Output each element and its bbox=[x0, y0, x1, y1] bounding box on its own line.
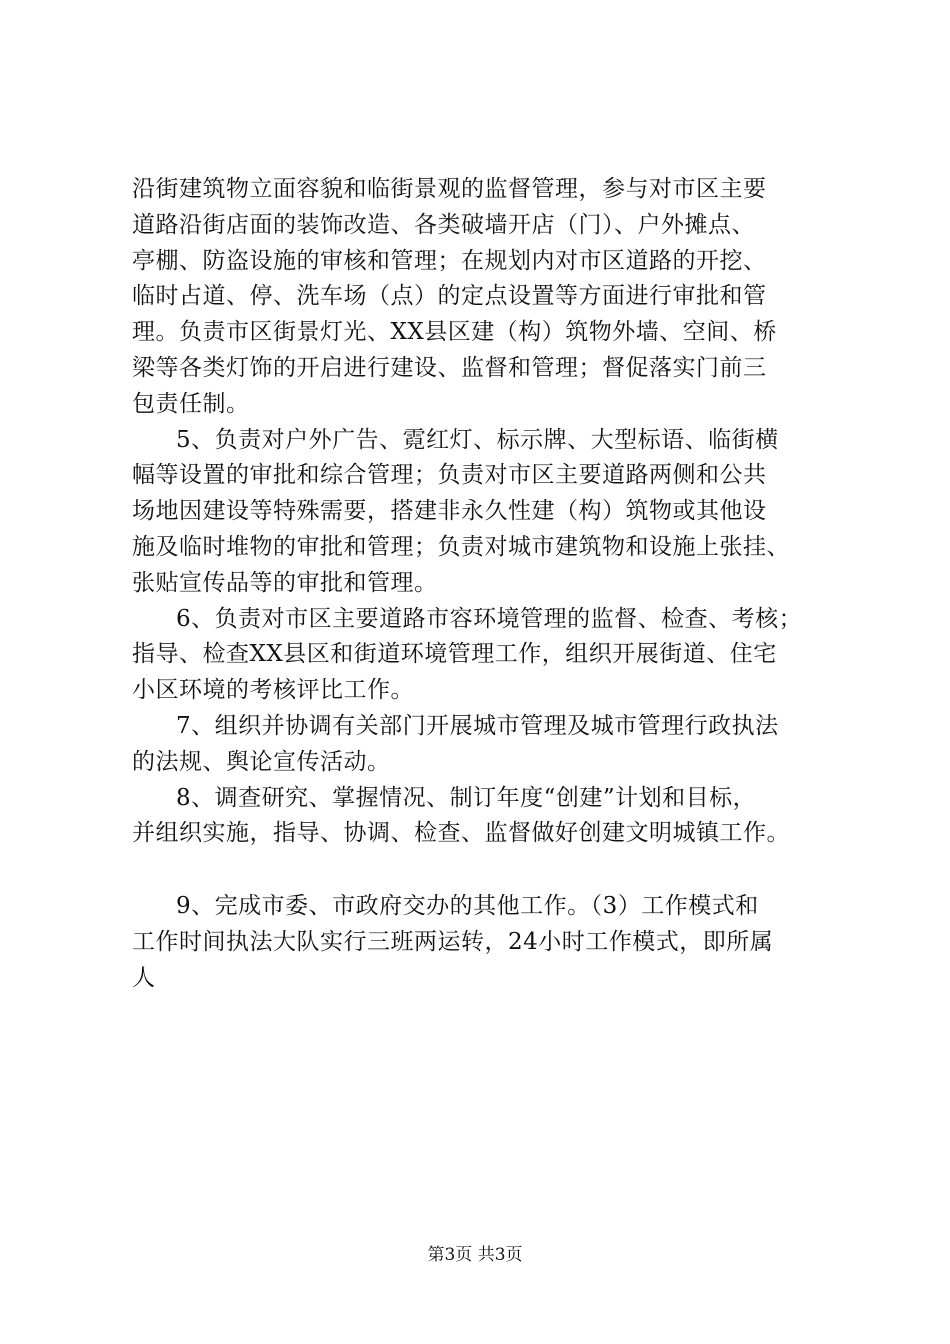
text-line: 梁等各类灯饰的开启进行建设、监督和管理；督促落实门前三 bbox=[132, 354, 767, 381]
text-line: 道路沿街店面的装饰改造、各类破墙开店（门）、户外摊点、 bbox=[132, 211, 755, 238]
text-line: 指导、检查XX县区和街道环境管理工作，组织开展街道、住宅 bbox=[132, 641, 777, 668]
text-line: 工作时间执法大队实行三班两运转，24小时工作模式，即所属 bbox=[132, 928, 774, 955]
page-footer: 第3页 共3页 bbox=[427, 1245, 523, 1265]
paragraph-5-start: 5、负责对户外广告、霓红灯、标示牌、大型标语、临街横 bbox=[176, 426, 779, 453]
text-line: 施及临时堆物的审批和管理；负责对城市建筑物和设施上张挂、 bbox=[132, 533, 790, 560]
document-body bbox=[132, 172, 832, 997]
text-line: 亭棚、防盗设施的审核和管理；在规划内对市区道路的开挖、 bbox=[132, 247, 767, 274]
text-line: 小区环境的考核评比工作。 bbox=[132, 677, 414, 704]
text-line: 沿街建筑物立面容貌和临街景观的监督管理，参与对市区主要 bbox=[132, 176, 767, 202]
text-line: 场地因建设等特殊需要，搭建非永久性建（构）筑物或其他设 bbox=[132, 498, 767, 525]
text-line: 包责任制。 bbox=[132, 390, 250, 417]
text-line: 幅等设置的审批和综合管理；负责对市区主要道路两侧和公共 bbox=[132, 462, 767, 489]
paragraph-gap bbox=[132, 852, 832, 889]
paragraph-7-start: 7、组织并协调有关部门开展城市管理及城市管理行政执法 bbox=[176, 712, 779, 739]
paragraph-6-start: 6、负责对市区主要道路市容环境管理的监督、检查、考核； bbox=[176, 605, 803, 632]
text-line: 临时占道、停、洗车场（点）的定点设置等方面进行审批和管 bbox=[132, 283, 767, 310]
text-line: 理。负责市区街景灯光、XX县区建（构）筑物外墙、空间、桥 bbox=[132, 319, 777, 346]
text-line: 人 bbox=[132, 964, 156, 991]
paragraph-9-start: 9、完成市委、市政府交办的其他工作。（3）工作模式和 bbox=[176, 893, 759, 920]
text-line: 张贴宣传品等的审批和管理。 bbox=[132, 569, 438, 596]
text-line: 的法规、舆论宣传活动。 bbox=[132, 748, 391, 775]
paragraph-8-start: 8、调查研究、掌握情况、制订年度“创建”计划和目标， bbox=[176, 784, 757, 811]
text-line: 并组织实施，指导、协调、检查、监督做好创建文明城镇工作。 bbox=[132, 820, 790, 847]
